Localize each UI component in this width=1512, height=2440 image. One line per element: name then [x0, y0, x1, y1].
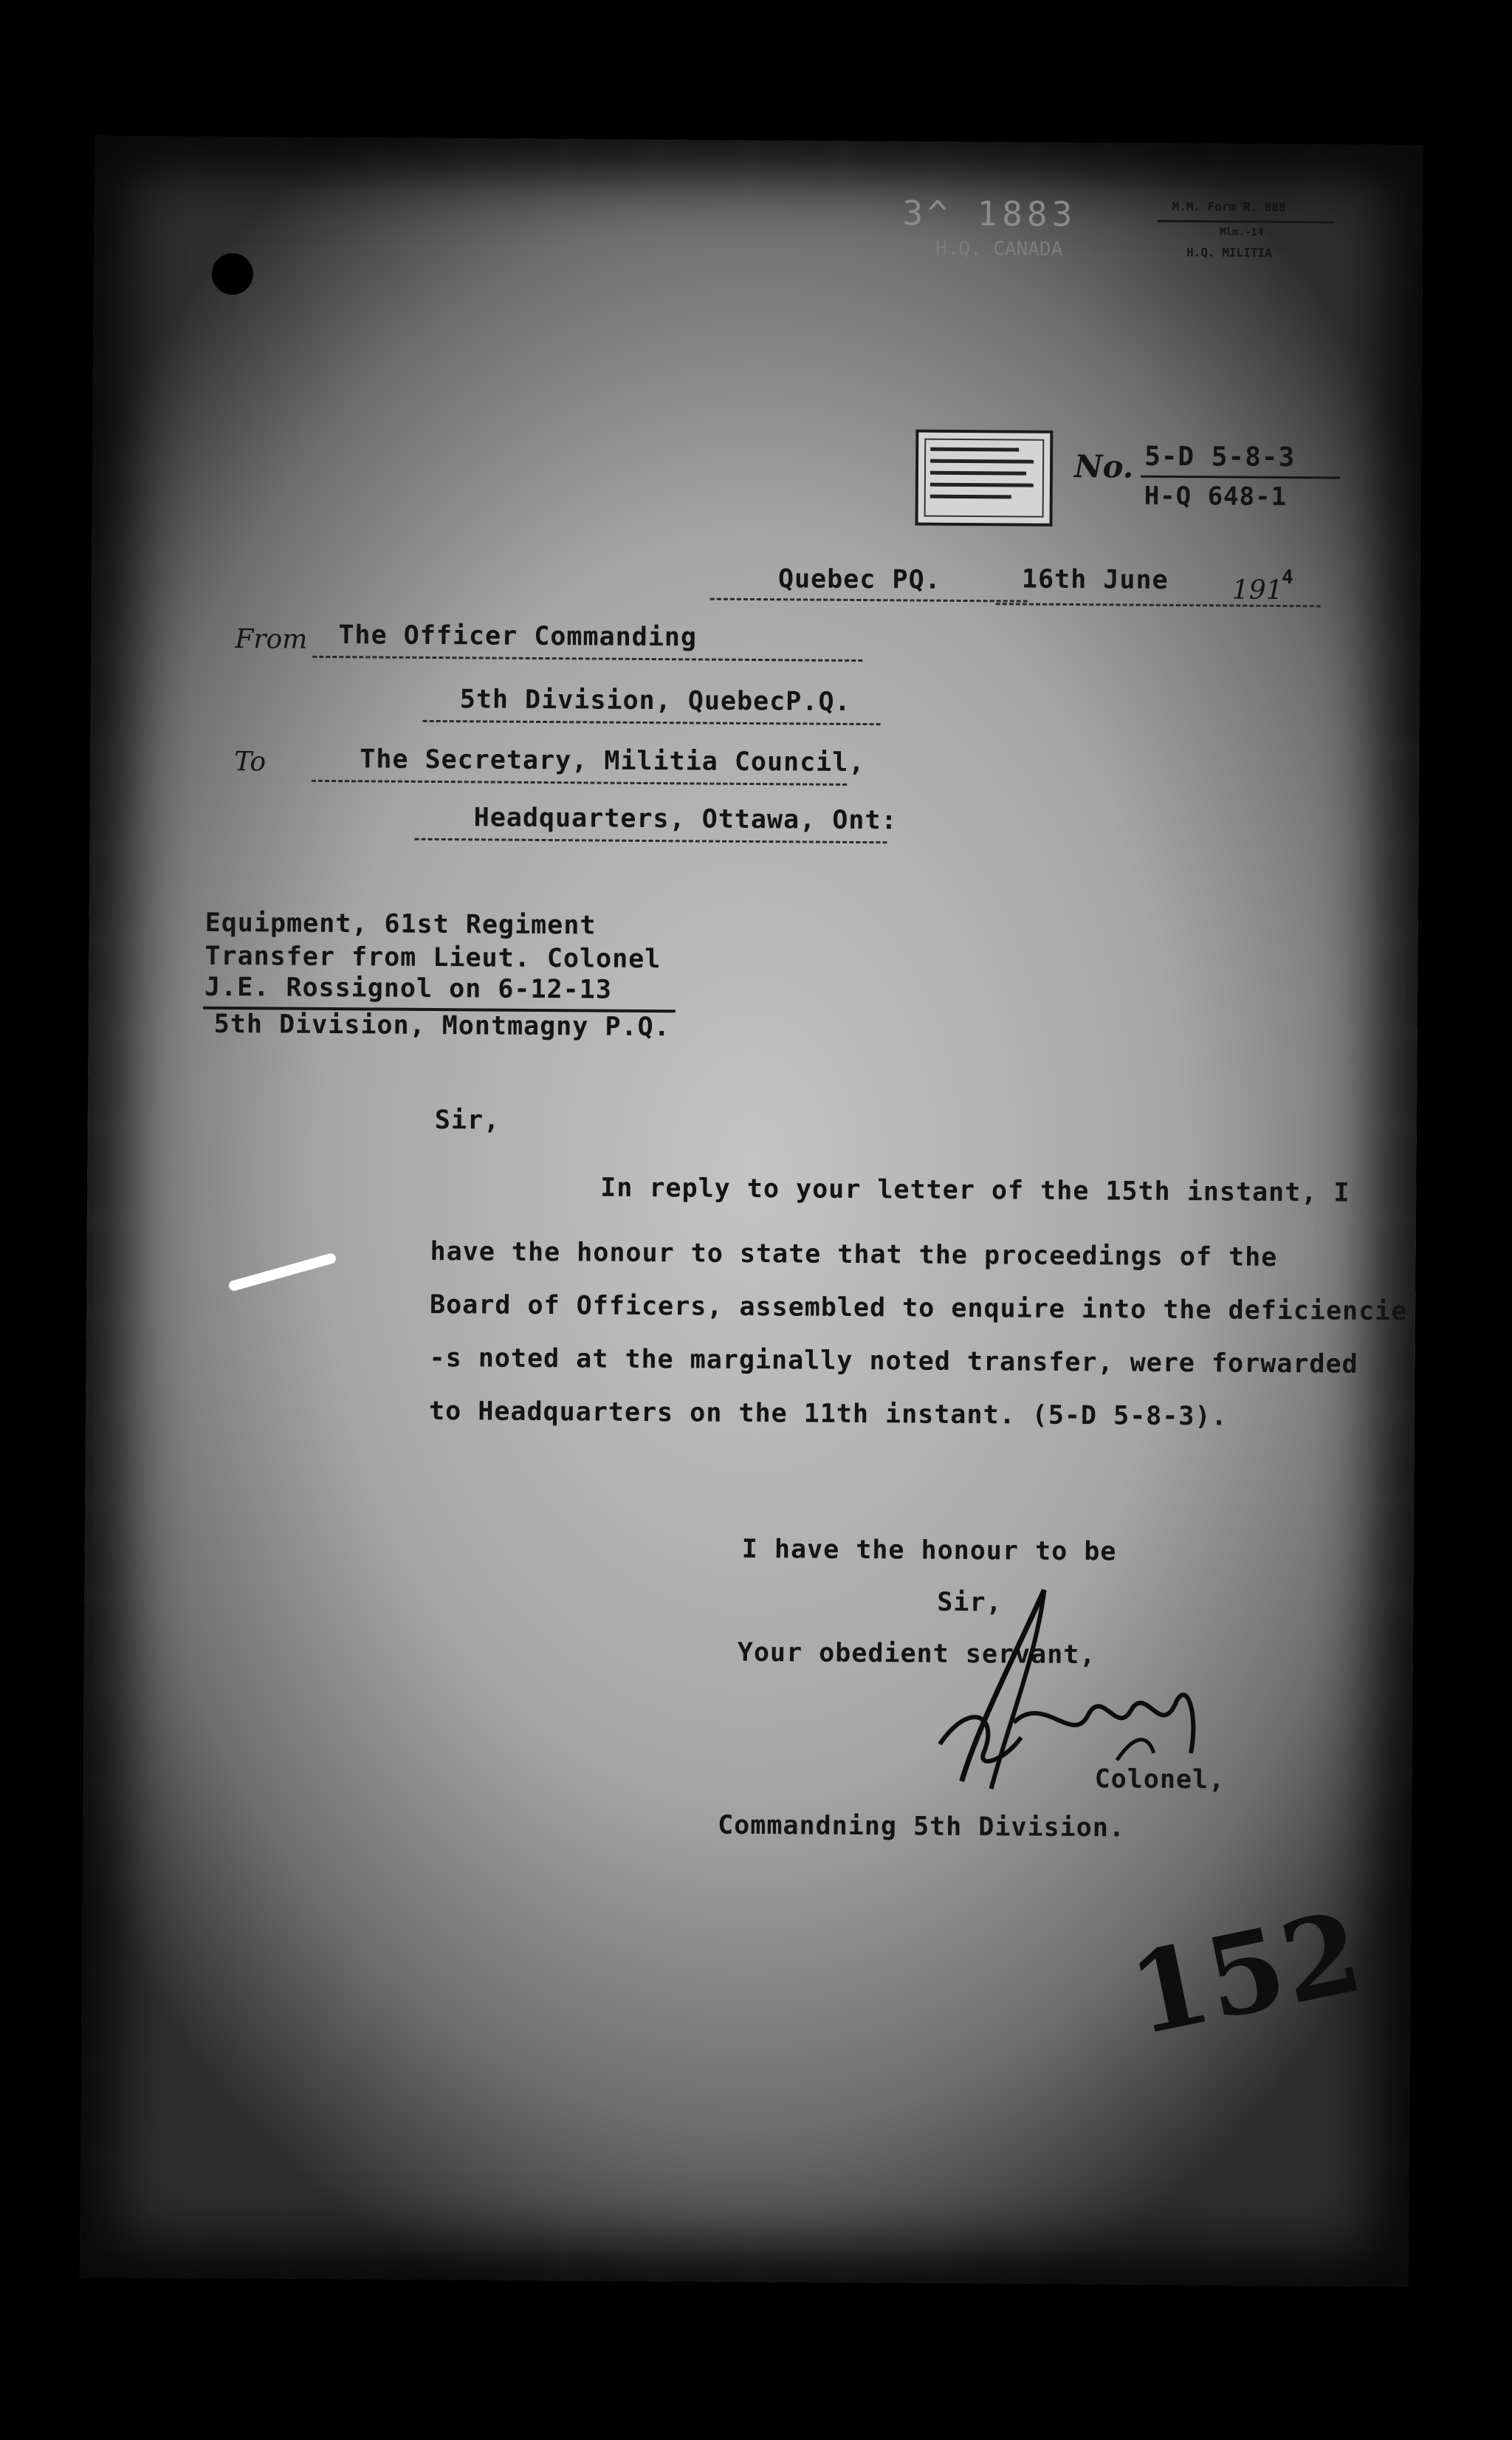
signature-title: Commandning 5th Division.	[718, 1810, 1126, 1843]
to-label: To	[234, 747, 267, 778]
body-line3: Board of Officers, assembled to enquire into the deficiencie	[429, 1289, 1408, 1327]
file-number-line1: 5-D 5-8-3	[1144, 441, 1296, 473]
form-reference-3: H.Q. MILITIA	[1186, 245, 1272, 260]
from-label: From	[235, 624, 308, 655]
margin-tick-mark	[227, 1252, 337, 1292]
from-line2: 5th Division, QuebecP.Q.	[459, 685, 851, 717]
body-line2: have the honour to state that the proceedings of the	[430, 1236, 1278, 1272]
form-reference-2: Mlm.-14	[1220, 226, 1264, 239]
document-page	[80, 136, 1423, 2286]
salutation: Sir,	[434, 1106, 501, 1136]
body-line1: In reply to your letter of the 15th instant, I	[600, 1173, 1350, 1208]
year-suffix: 4	[1281, 566, 1293, 589]
body-line4: -s noted at the marginally noted transfer, were forwarded	[429, 1343, 1358, 1380]
handwritten-signature	[94, 136, 1423, 145]
to-line2: Headquarters, Ottawa, Ont:	[473, 803, 898, 836]
to-line1: The Secretary, Militia Council,	[360, 744, 865, 778]
punch-hole	[212, 253, 253, 295]
subject-line4: 5th Division, Montmagny P.Q.	[213, 1009, 670, 1043]
closing-line1: I have the honour to be	[741, 1534, 1117, 1567]
from-line1: The Officer Commanding	[338, 620, 698, 653]
page-number-annotation: 152	[1119, 1887, 1372, 2061]
subject-line3: J.E. Rossignol on 6-12-13	[204, 972, 613, 1005]
date: 16th June	[1021, 564, 1169, 595]
closing-line2: Sir,	[937, 1587, 1003, 1618]
file-number-line2: H-Q 648-1	[1144, 481, 1288, 513]
subject-line2: Transfer from Lieut. Colonel	[205, 941, 662, 975]
faded-registry-stamp: 3^ 1883	[902, 193, 1077, 235]
reply-instruction-stamp	[915, 430, 1053, 527]
year-prefix: 191	[1231, 575, 1283, 606]
closing-line3: Your obedient servant,	[737, 1637, 1096, 1670]
faded-registry-stamp-sub: H.Q. CANADA	[935, 237, 1063, 261]
file-number-label: No.	[1073, 448, 1134, 485]
body-line5: to Headquarters on the 11th instant. (5-D 5-8-3).	[428, 1396, 1228, 1432]
place: Quebec PQ.	[777, 564, 941, 595]
form-reference-1: M.M. Form R. 888	[1172, 199, 1286, 215]
signature-rank: Colonel,	[1094, 1764, 1226, 1795]
subject-line1: Equipment, 61st Regiment	[205, 908, 597, 941]
